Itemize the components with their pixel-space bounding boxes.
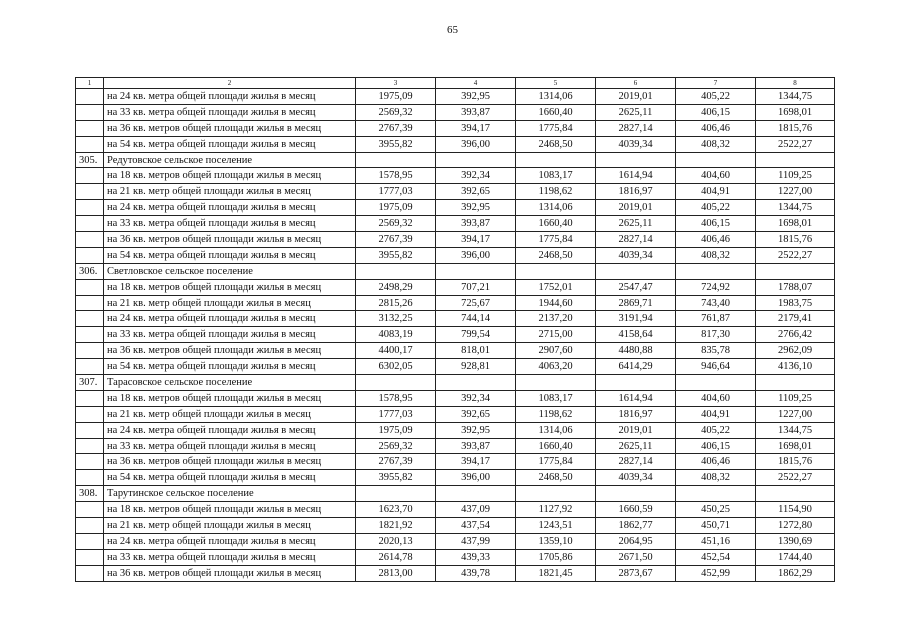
value-cell: 392,65: [436, 406, 516, 422]
value-cell: 1623,70: [356, 502, 436, 518]
value-cell: 396,00: [436, 470, 516, 486]
row-label: на 33 кв. метра общей площади жилья в месяц: [104, 216, 356, 232]
section-number: 308.: [76, 486, 104, 502]
column-number-row: [76, 78, 835, 89]
empty-cell: [596, 375, 676, 391]
value-cell: 408,32: [676, 470, 756, 486]
value-cell: 2767,39: [356, 454, 436, 470]
empty-cell: [436, 263, 516, 279]
value-cell: 1816,97: [596, 184, 676, 200]
value-cell: 1127,92: [516, 502, 596, 518]
value-cell: 2715,00: [516, 327, 596, 343]
value-cell: 2468,50: [516, 247, 596, 263]
empty-cell: [356, 486, 436, 502]
value-cell: 4039,34: [596, 470, 676, 486]
value-cell: 405,22: [676, 200, 756, 216]
value-cell: 2873,67: [596, 565, 676, 581]
empty-cell: [676, 152, 756, 168]
value-cell: 406,15: [676, 216, 756, 232]
table-row: [76, 295, 835, 311]
value-cell: 6302,05: [356, 359, 436, 375]
value-cell: 405,22: [676, 89, 756, 105]
value-cell: 1944,60: [516, 295, 596, 311]
value-cell: 1227,00: [756, 184, 835, 200]
value-cell: 1975,09: [356, 422, 436, 438]
value-cell: 1390,69: [756, 533, 835, 549]
row-label: на 18 кв. метров общей площади жилья в месяц: [104, 279, 356, 295]
column-number: 1: [76, 78, 104, 89]
value-cell: 2766,42: [756, 327, 835, 343]
table-row: [76, 470, 835, 486]
value-cell: 2179,41: [756, 311, 835, 327]
empty-cell: [756, 263, 835, 279]
value-cell: 1614,94: [596, 390, 676, 406]
value-cell: 1660,40: [516, 438, 596, 454]
value-cell: 1775,84: [516, 454, 596, 470]
value-cell: 1975,09: [356, 89, 436, 105]
value-cell: 2522,27: [756, 136, 835, 152]
value-cell: 2569,32: [356, 104, 436, 120]
value-cell: 799,54: [436, 327, 516, 343]
value-cell: 1272,80: [756, 518, 835, 534]
empty-cell: [676, 375, 756, 391]
value-cell: 1660,40: [516, 104, 596, 120]
value-cell: 1243,51: [516, 518, 596, 534]
value-cell: 1109,25: [756, 390, 835, 406]
section-title: Светловское сельское поселение: [104, 263, 356, 279]
value-cell: 2671,50: [596, 549, 676, 565]
value-cell: 1344,75: [756, 89, 835, 105]
index-cell: [76, 422, 104, 438]
empty-cell: [676, 263, 756, 279]
index-cell: [76, 470, 104, 486]
section-title: Тарутинское сельское поселение: [104, 486, 356, 502]
value-cell: 3191,94: [596, 311, 676, 327]
value-cell: 1314,06: [516, 422, 596, 438]
row-label: на 33 кв. метра общей площади жилья в месяц: [104, 438, 356, 454]
index-cell: [76, 406, 104, 422]
value-cell: 439,78: [436, 565, 516, 581]
row-label: на 24 кв. метра общей площади жилья в месяц: [104, 200, 356, 216]
value-cell: 2625,11: [596, 216, 676, 232]
value-cell: 1660,40: [516, 216, 596, 232]
value-cell: 2522,27: [756, 247, 835, 263]
value-cell: 817,30: [676, 327, 756, 343]
value-cell: 396,00: [436, 136, 516, 152]
value-cell: 1816,97: [596, 406, 676, 422]
value-cell: 439,33: [436, 549, 516, 565]
column-number: 5: [516, 78, 596, 89]
value-cell: 835,78: [676, 343, 756, 359]
section-row: [76, 375, 835, 391]
value-cell: 3955,82: [356, 247, 436, 263]
value-cell: 393,87: [436, 216, 516, 232]
value-cell: 404,60: [676, 390, 756, 406]
row-label: на 24 кв. метра общей площади жилья в месяц: [104, 422, 356, 438]
value-cell: 761,87: [676, 311, 756, 327]
empty-cell: [516, 152, 596, 168]
section-row: [76, 263, 835, 279]
value-cell: 437,99: [436, 533, 516, 549]
index-cell: [76, 359, 104, 375]
row-label: на 54 кв. метра общей площади жилья в месяц: [104, 359, 356, 375]
value-cell: 408,32: [676, 136, 756, 152]
value-cell: 2498,29: [356, 279, 436, 295]
empty-cell: [756, 375, 835, 391]
value-cell: 2907,60: [516, 343, 596, 359]
row-label: на 36 кв. метров общей площади жилья в месяц: [104, 343, 356, 359]
value-cell: 2569,32: [356, 438, 436, 454]
value-cell: 392,95: [436, 422, 516, 438]
value-cell: 3955,82: [356, 136, 436, 152]
value-cell: 4039,34: [596, 247, 676, 263]
value-cell: 1815,76: [756, 120, 835, 136]
row-label: на 24 кв. метра общей площади жилья в месяц: [104, 311, 356, 327]
value-cell: 707,21: [436, 279, 516, 295]
empty-cell: [436, 152, 516, 168]
page-number: 65: [447, 24, 458, 36]
table-row: [76, 406, 835, 422]
index-cell: [76, 89, 104, 105]
index-cell: [76, 184, 104, 200]
value-cell: 4083,19: [356, 327, 436, 343]
section-row: [76, 486, 835, 502]
empty-cell: [676, 486, 756, 502]
empty-cell: [596, 486, 676, 502]
value-cell: 404,60: [676, 168, 756, 184]
row-label: на 33 кв. метра общей площади жилья в месяц: [104, 549, 356, 565]
empty-cell: [516, 486, 596, 502]
value-cell: 4063,20: [516, 359, 596, 375]
index-cell: [76, 518, 104, 534]
table-row: [76, 422, 835, 438]
index-cell: [76, 533, 104, 549]
section-number: 305.: [76, 152, 104, 168]
value-cell: 408,32: [676, 247, 756, 263]
table-row: [76, 136, 835, 152]
column-number: 7: [676, 78, 756, 89]
table-row: [76, 518, 835, 534]
index-cell: [76, 168, 104, 184]
value-cell: 450,25: [676, 502, 756, 518]
table-row: [76, 533, 835, 549]
table-row: [76, 216, 835, 232]
row-label: на 36 кв. метров общей площади жилья в месяц: [104, 454, 356, 470]
index-cell: [76, 390, 104, 406]
table-row: [76, 438, 835, 454]
value-cell: 6414,29: [596, 359, 676, 375]
index-cell: [76, 311, 104, 327]
value-cell: 4400,17: [356, 343, 436, 359]
row-label: на 21 кв. метр общей площади жилья в месяц: [104, 295, 356, 311]
table-row: [76, 89, 835, 105]
value-cell: 1314,06: [516, 89, 596, 105]
index-cell: [76, 104, 104, 120]
value-cell: 1578,95: [356, 390, 436, 406]
value-cell: 928,81: [436, 359, 516, 375]
value-cell: 392,95: [436, 200, 516, 216]
table-row: [76, 247, 835, 263]
empty-cell: [596, 152, 676, 168]
column-number: 6: [596, 78, 676, 89]
table-row: [76, 549, 835, 565]
value-cell: 2962,09: [756, 343, 835, 359]
value-cell: 393,87: [436, 438, 516, 454]
value-cell: 392,34: [436, 168, 516, 184]
value-cell: 1744,40: [756, 549, 835, 565]
value-cell: 1983,75: [756, 295, 835, 311]
index-cell: [76, 247, 104, 263]
index-cell: [76, 565, 104, 581]
value-cell: 1752,01: [516, 279, 596, 295]
value-cell: 1775,84: [516, 232, 596, 248]
section-title: Тарасовское сельское поселение: [104, 375, 356, 391]
index-cell: [76, 549, 104, 565]
table-row: [76, 104, 835, 120]
value-cell: 1578,95: [356, 168, 436, 184]
value-cell: 2019,01: [596, 200, 676, 216]
value-cell: 725,67: [436, 295, 516, 311]
table-row: [76, 454, 835, 470]
section-row: [76, 152, 835, 168]
value-cell: 2767,39: [356, 120, 436, 136]
row-label: на 18 кв. метров общей площади жилья в месяц: [104, 168, 356, 184]
value-cell: 2625,11: [596, 438, 676, 454]
value-cell: 1815,76: [756, 232, 835, 248]
value-cell: 404,91: [676, 406, 756, 422]
value-cell: 2019,01: [596, 422, 676, 438]
row-label: на 54 кв. метра общей площади жилья в месяц: [104, 136, 356, 152]
table-row: [76, 390, 835, 406]
value-cell: 1698,01: [756, 216, 835, 232]
table-row: [76, 232, 835, 248]
table-row: [76, 359, 835, 375]
value-cell: 1821,45: [516, 565, 596, 581]
value-cell: 394,17: [436, 454, 516, 470]
value-cell: 392,95: [436, 89, 516, 105]
section-title: Редутовское сельское поселение: [104, 152, 356, 168]
value-cell: 2064,95: [596, 533, 676, 549]
value-cell: 4039,34: [596, 136, 676, 152]
index-cell: [76, 454, 104, 470]
row-label: на 18 кв. метров общей площади жилья в месяц: [104, 502, 356, 518]
index-cell: [76, 343, 104, 359]
empty-cell: [356, 152, 436, 168]
value-cell: 452,99: [676, 565, 756, 581]
value-cell: 2547,47: [596, 279, 676, 295]
value-cell: 2815,26: [356, 295, 436, 311]
row-label: на 21 кв. метр общей площади жилья в месяц: [104, 184, 356, 200]
index-cell: [76, 279, 104, 295]
value-cell: 437,54: [436, 518, 516, 534]
tariff-table: [75, 77, 835, 582]
column-number: 3: [356, 78, 436, 89]
row-label: на 54 кв. метра общей площади жилья в месяц: [104, 470, 356, 486]
value-cell: 437,09: [436, 502, 516, 518]
index-cell: [76, 200, 104, 216]
value-cell: 394,17: [436, 232, 516, 248]
empty-cell: [516, 263, 596, 279]
value-cell: 2137,20: [516, 311, 596, 327]
table-row: [76, 184, 835, 200]
value-cell: 406,15: [676, 104, 756, 120]
value-cell: 1359,10: [516, 533, 596, 549]
value-cell: 2020,13: [356, 533, 436, 549]
empty-cell: [356, 263, 436, 279]
value-cell: 1314,06: [516, 200, 596, 216]
value-cell: 1705,86: [516, 549, 596, 565]
table-row: [76, 565, 835, 581]
column-number: 2: [104, 78, 356, 89]
value-cell: 1614,94: [596, 168, 676, 184]
value-cell: 743,40: [676, 295, 756, 311]
value-cell: 2468,50: [516, 470, 596, 486]
value-cell: 1777,03: [356, 406, 436, 422]
value-cell: 1777,03: [356, 184, 436, 200]
value-cell: 1344,75: [756, 422, 835, 438]
value-cell: 1083,17: [516, 390, 596, 406]
value-cell: 3955,82: [356, 470, 436, 486]
row-label: на 18 кв. метров общей площади жилья в месяц: [104, 390, 356, 406]
value-cell: 4136,10: [756, 359, 835, 375]
row-label: на 21 кв. метр общей площади жилья в месяц: [104, 518, 356, 534]
value-cell: 1698,01: [756, 438, 835, 454]
value-cell: 2468,50: [516, 136, 596, 152]
row-label: на 33 кв. метра общей площади жилья в месяц: [104, 104, 356, 120]
value-cell: 2827,14: [596, 232, 676, 248]
value-cell: 1660,59: [596, 502, 676, 518]
row-label: на 33 кв. метра общей площади жилья в месяц: [104, 327, 356, 343]
value-cell: 818,01: [436, 343, 516, 359]
table-body: [76, 78, 835, 582]
value-cell: 1227,00: [756, 406, 835, 422]
value-cell: 1154,90: [756, 502, 835, 518]
section-number: 307.: [76, 375, 104, 391]
table-row: [76, 120, 835, 136]
table-row: [76, 168, 835, 184]
value-cell: 1862,29: [756, 565, 835, 581]
empty-cell: [516, 375, 596, 391]
value-cell: 392,65: [436, 184, 516, 200]
column-number: 4: [436, 78, 516, 89]
value-cell: 1815,76: [756, 454, 835, 470]
index-cell: [76, 216, 104, 232]
value-cell: 1083,17: [516, 168, 596, 184]
row-label: на 21 кв. метр общей площади жилья в месяц: [104, 406, 356, 422]
table-row: [76, 502, 835, 518]
value-cell: 450,71: [676, 518, 756, 534]
index-cell: [76, 295, 104, 311]
value-cell: 4480,88: [596, 343, 676, 359]
value-cell: 452,54: [676, 549, 756, 565]
value-cell: 404,91: [676, 184, 756, 200]
index-cell: [76, 136, 104, 152]
value-cell: 1698,01: [756, 104, 835, 120]
section-number: 306.: [76, 263, 104, 279]
value-cell: 2813,00: [356, 565, 436, 581]
value-cell: 451,16: [676, 533, 756, 549]
value-cell: 406,46: [676, 120, 756, 136]
table-row: [76, 279, 835, 295]
empty-cell: [436, 486, 516, 502]
column-number: 8: [756, 78, 835, 89]
index-cell: [76, 120, 104, 136]
value-cell: 392,34: [436, 390, 516, 406]
value-cell: 394,17: [436, 120, 516, 136]
value-cell: 1344,75: [756, 200, 835, 216]
row-label: на 54 кв. метра общей площади жилья в месяц: [104, 247, 356, 263]
value-cell: 2767,39: [356, 232, 436, 248]
row-label: на 24 кв. метра общей площади жилья в месяц: [104, 533, 356, 549]
row-label: на 36 кв. метров общей площади жилья в месяц: [104, 120, 356, 136]
value-cell: 1821,92: [356, 518, 436, 534]
value-cell: 1198,62: [516, 406, 596, 422]
table-row: [76, 343, 835, 359]
empty-cell: [356, 375, 436, 391]
value-cell: 2614,78: [356, 549, 436, 565]
value-cell: 2569,32: [356, 216, 436, 232]
value-cell: 744,14: [436, 311, 516, 327]
value-cell: 405,22: [676, 422, 756, 438]
value-cell: 2827,14: [596, 120, 676, 136]
value-cell: 1862,77: [596, 518, 676, 534]
value-cell: 2625,11: [596, 104, 676, 120]
empty-cell: [436, 375, 516, 391]
value-cell: 946,64: [676, 359, 756, 375]
value-cell: 393,87: [436, 104, 516, 120]
table-row: [76, 311, 835, 327]
value-cell: 4158,64: [596, 327, 676, 343]
value-cell: 1788,07: [756, 279, 835, 295]
value-cell: 1775,84: [516, 120, 596, 136]
value-cell: 406,46: [676, 232, 756, 248]
value-cell: 1198,62: [516, 184, 596, 200]
empty-cell: [756, 152, 835, 168]
table-row: [76, 327, 835, 343]
index-cell: [76, 327, 104, 343]
value-cell: 1109,25: [756, 168, 835, 184]
table-row: [76, 200, 835, 216]
value-cell: 2019,01: [596, 89, 676, 105]
value-cell: 406,15: [676, 438, 756, 454]
row-label: на 36 кв. метров общей площади жилья в месяц: [104, 565, 356, 581]
row-label: на 36 кв. метров общей площади жилья в месяц: [104, 232, 356, 248]
value-cell: 2522,27: [756, 470, 835, 486]
empty-cell: [596, 263, 676, 279]
value-cell: 2869,71: [596, 295, 676, 311]
empty-cell: [756, 486, 835, 502]
value-cell: 1975,09: [356, 200, 436, 216]
value-cell: 2827,14: [596, 454, 676, 470]
index-cell: [76, 232, 104, 248]
value-cell: 396,00: [436, 247, 516, 263]
row-label: на 24 кв. метра общей площади жилья в месяц: [104, 89, 356, 105]
value-cell: 406,46: [676, 454, 756, 470]
value-cell: 3132,25: [356, 311, 436, 327]
index-cell: [76, 438, 104, 454]
value-cell: 724,92: [676, 279, 756, 295]
index-cell: [76, 502, 104, 518]
